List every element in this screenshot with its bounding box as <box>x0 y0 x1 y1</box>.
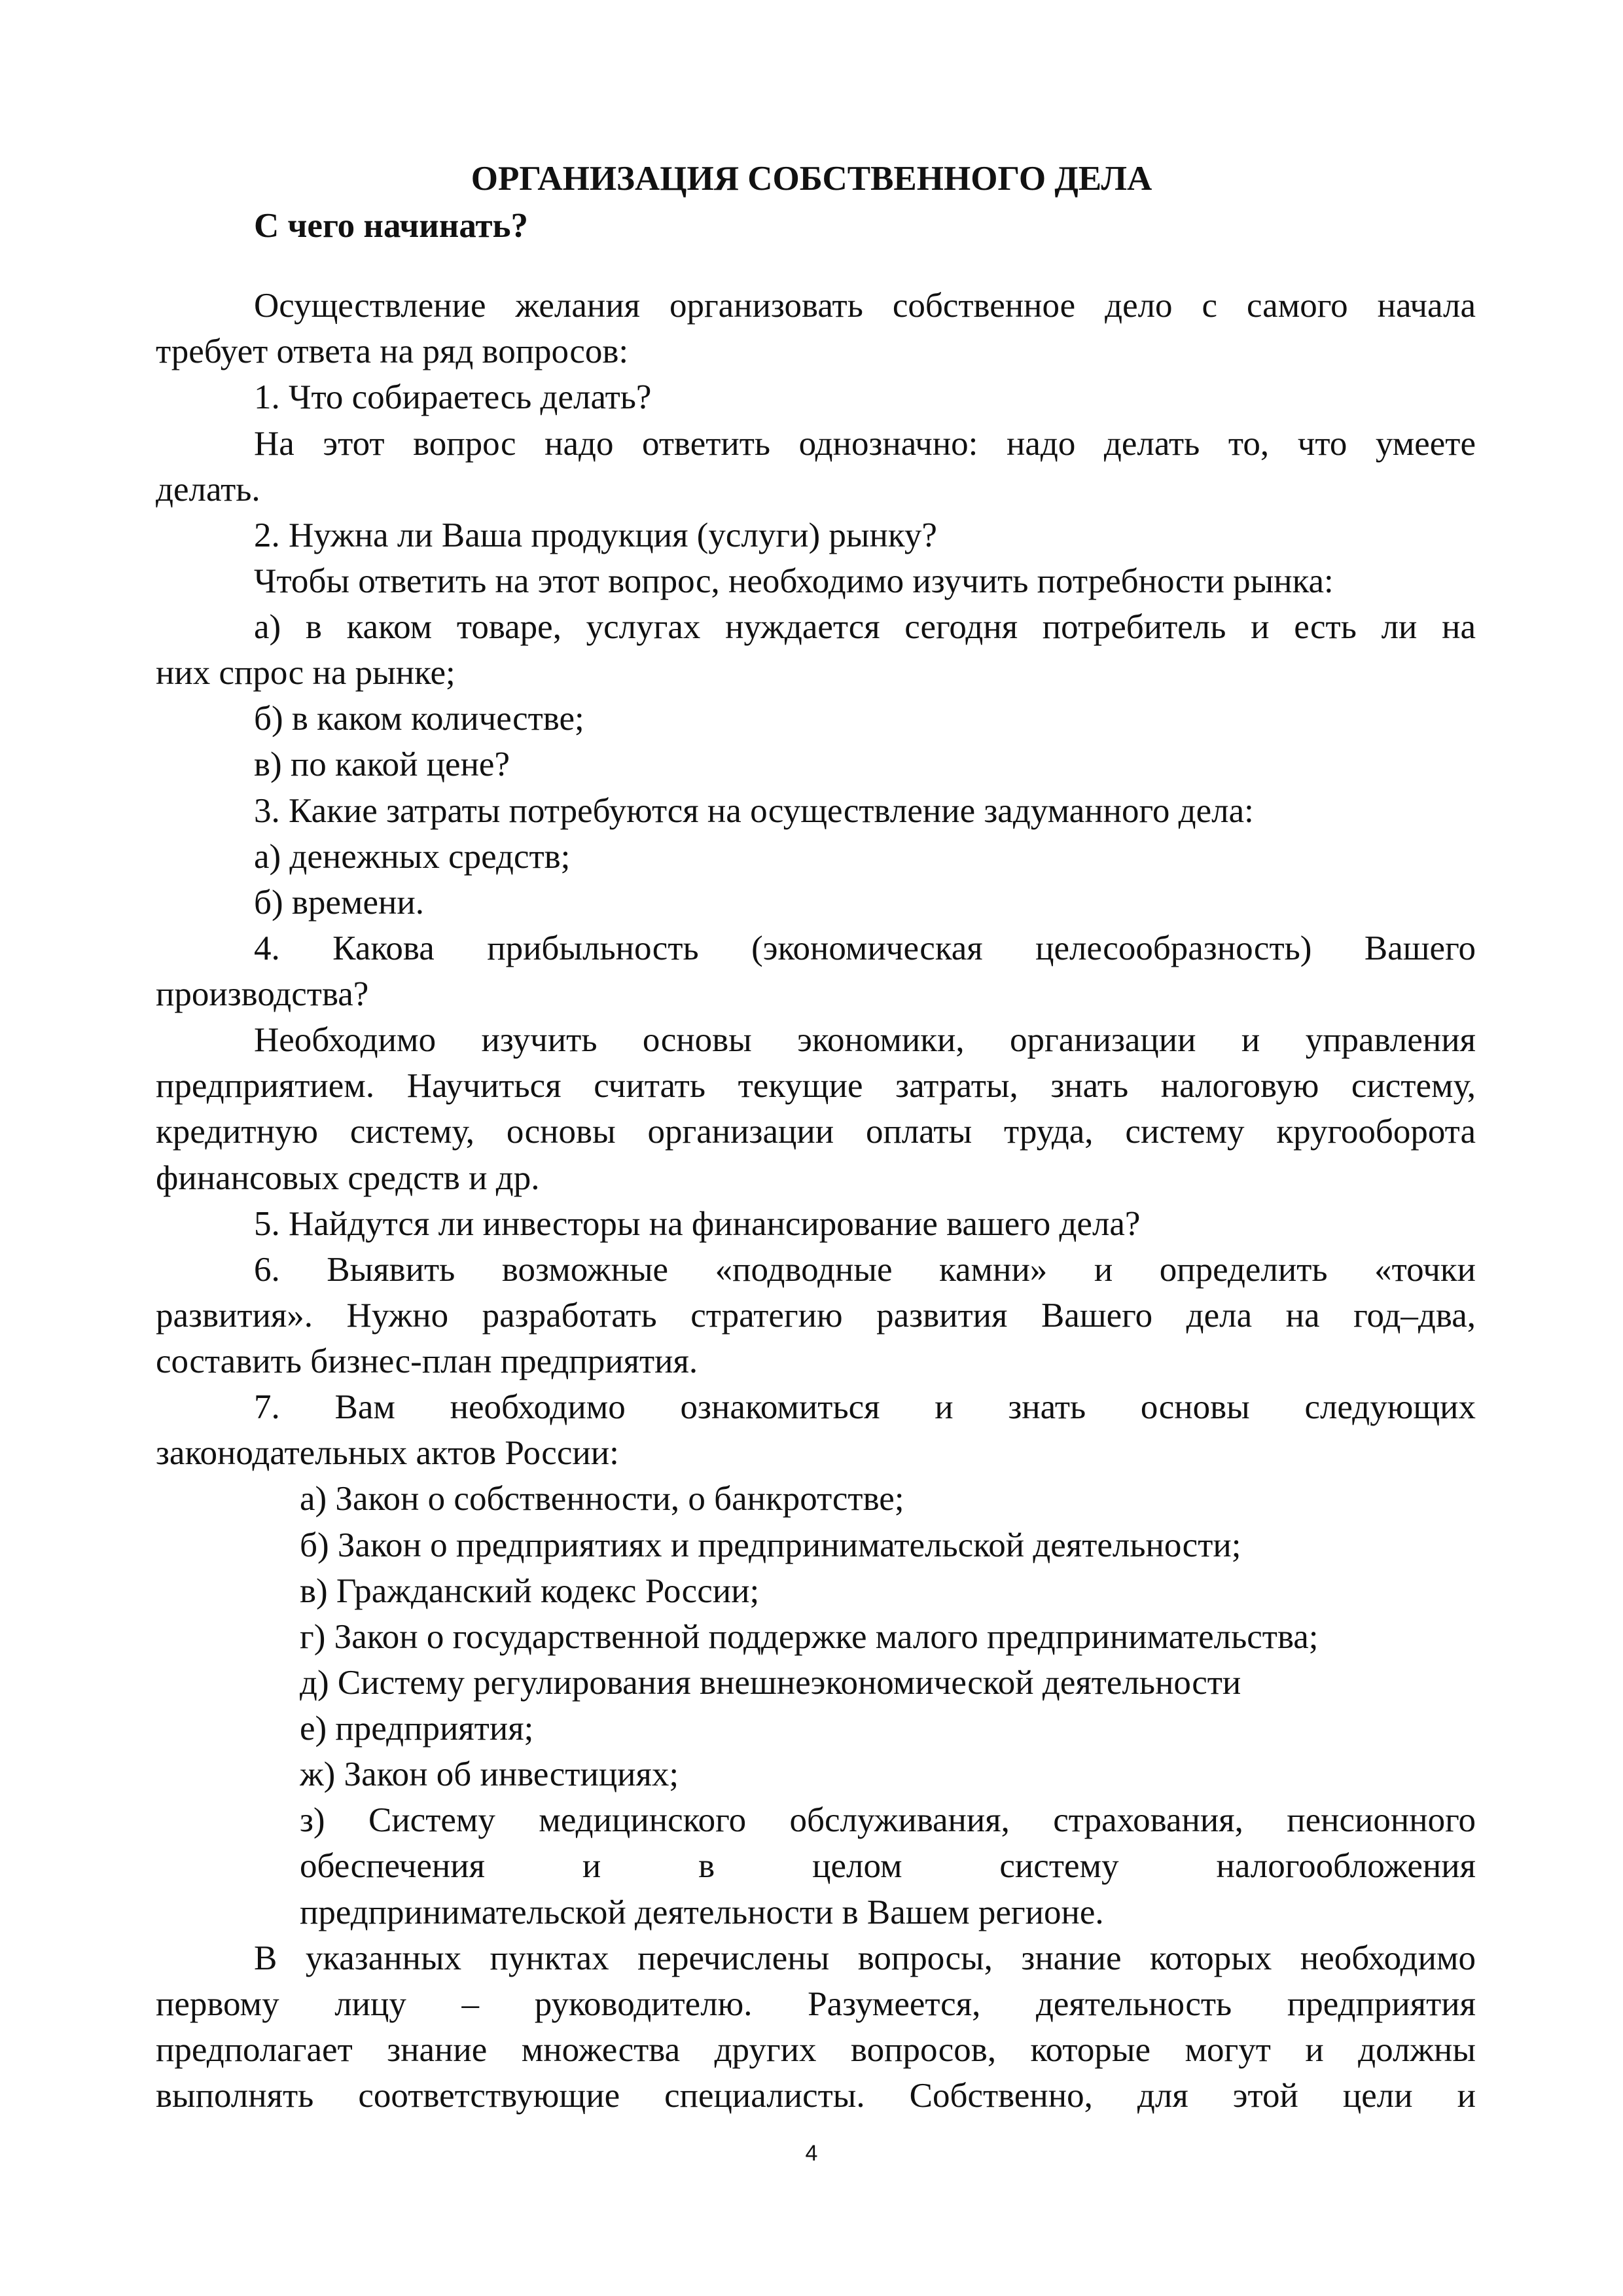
sub-list-item: д) Систему регулирования внешнеэкономической деятельности <box>300 1664 1241 1702</box>
paragraph-line: финансовых средств и др. <box>156 1159 540 1197</box>
list-item: 6. Выявить возможные «подводные камни» и определить «точки <box>254 1251 1476 1289</box>
sub-list-item: обеспечения и в целом систему налогообложения <box>300 1847 1476 1885</box>
paragraph-line: На этот вопрос надо ответить однозначно: надо делать то, что умеете <box>254 425 1476 463</box>
paragraph-line: предприятием. Научиться считать текущие затраты, знать налоговую систему, <box>156 1067 1476 1105</box>
page-title: ОРГАНИЗАЦИЯ СОБСТВЕННОГО ДЕЛА <box>471 160 1152 198</box>
paragraph-line: делать. <box>156 471 260 509</box>
list-item: б) времени. <box>254 884 424 922</box>
sub-list-item: а) Закон о собственности, о банкротстве; <box>300 1480 904 1518</box>
section-heading: С чего начинать? <box>254 207 529 245</box>
paragraph-line: предполагает знание множества других вопросов, которые могут и должны <box>156 2031 1476 2069</box>
paragraph-line: Осуществление желания организовать собственное дело с самого начала <box>254 287 1476 325</box>
list-item: 2. Нужна ли Ваша продукция (услуги) рынку? <box>254 516 937 554</box>
sub-list-item: г) Закон о государственной поддержке малого предпринимательства; <box>300 1618 1319 1656</box>
paragraph-line: В указанных пунктах перечислены вопросы, знание которых необходимо <box>254 1939 1476 1977</box>
list-item: а) денежных средств; <box>254 838 571 876</box>
paragraph-line: выполнять соответствующие специалисты. Собственно, для этой цели и <box>156 2077 1476 2115</box>
sub-list-item: з) Систему медицинского обслуживания, страхования, пенсионного <box>300 1801 1476 1839</box>
list-item: в) по какой цене? <box>254 745 510 783</box>
paragraph-line: развития». Нужно разработать стратегию развития Вашего дела на год–два, <box>156 1297 1476 1335</box>
paragraph-line: них спрос на рынке; <box>156 654 455 692</box>
list-item: а) в каком товаре, услугах нуждается сегодня потребитель и есть ли на <box>254 608 1476 646</box>
paragraph-line: Чтобы ответить на этот вопрос, необходимо изучить потребности рынка: <box>254 562 1334 600</box>
paragraph-line: Необходимо изучить основы экономики, организации и управления <box>254 1021 1476 1059</box>
sub-list-item: в) Гражданский кодекс России; <box>300 1572 760 1610</box>
sub-list-item: е) предприятия; <box>300 1710 534 1748</box>
paragraph-line: законодательных актов России: <box>156 1434 619 1472</box>
list-item: 4. Какова прибыльность (экономическая целесообразность) Вашего <box>254 929 1476 967</box>
paragraph-line: требует ответа на ряд вопросов: <box>156 332 629 370</box>
paragraph-line: составить бизнес-план предприятия. <box>156 1342 698 1380</box>
sub-list-item: предпринимательской деятельности в Вашем регионе. <box>300 1893 1104 1931</box>
page-number: 4 <box>805 2141 818 2166</box>
list-item: 7. Вам необходимо ознакомиться и знать основы следующих <box>254 1388 1476 1426</box>
list-item: б) в каком количестве; <box>254 700 584 738</box>
list-item: 1. Что собираетесь делать? <box>254 378 652 416</box>
sub-list-item: ж) Закон об инвестициях; <box>300 1755 679 1793</box>
paragraph-line: производства? <box>156 975 369 1013</box>
list-item: 3. Какие затраты потребуются на осуществление задуманного дела: <box>254 792 1254 830</box>
list-item: 5. Найдутся ли инвесторы на финансирование вашего дела? <box>254 1205 1141 1243</box>
paragraph-line: первому лицу – руководителю. Разумеется, деятельность предприятия <box>156 1985 1476 2023</box>
sub-list-item: б) Закон о предприятиях и предпринимательской деятельности; <box>300 1526 1241 1564</box>
paragraph-line: кредитную систему, основы организации оплаты труда, систему кругооборота <box>156 1113 1476 1151</box>
